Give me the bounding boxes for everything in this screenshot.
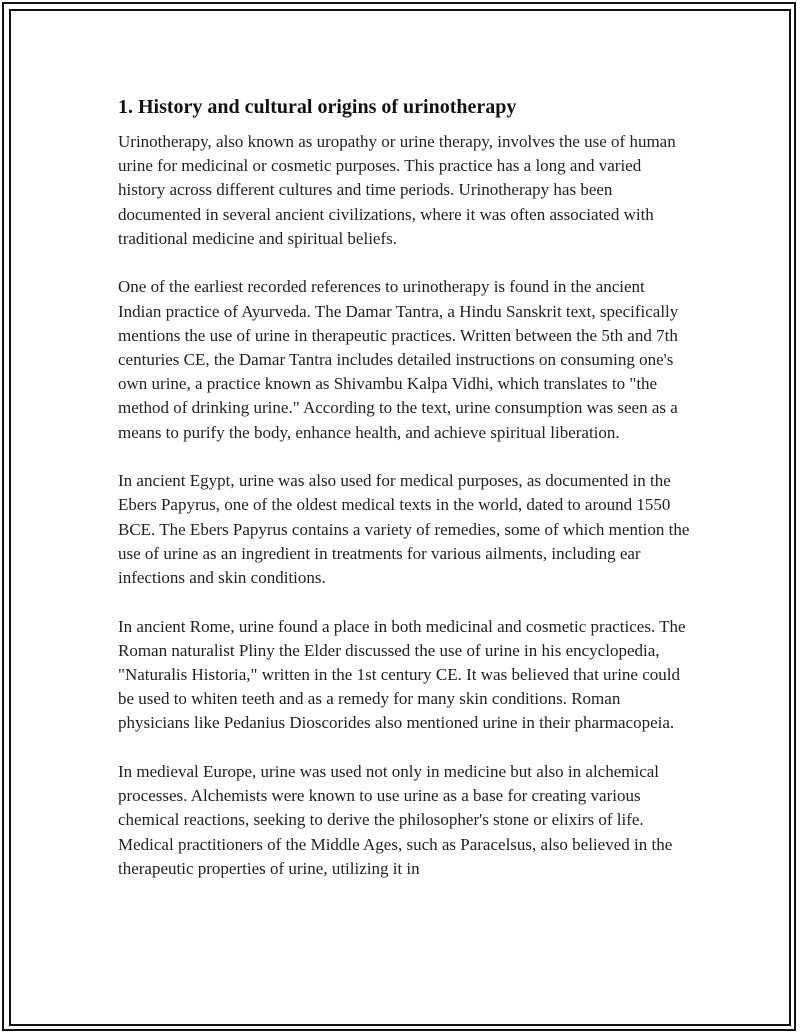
document-body: [118, 94, 690, 905]
paragraph-medieval-europe: In medieval Europe, urine was used not only in medicine but also in alchemical processes. Alchemists were known to use urine as a base for creating various chemical reactions, seeking to derive the philosopher's stone or elixirs of life. Medical practitioners of the Middle Ages, such as Paracelsus, also believed in the therapeutic properties of urine, utilizing it in: [118, 762, 673, 878]
paragraph-intro: Urinotherapy, also known as uropathy or urine therapy, involves the use of human urine for medicinal or cosmetic purposes. This practice has a long and varied history across different cultures and time periods. Urinotherapy has been documented in several ancient civilizations, where it was often associated with traditional medicine and spiritual beliefs.: [118, 132, 676, 248]
paragraph-egypt: In ancient Egypt, urine was also used for medical purposes, as documented in the Ebers Papyrus, one of the oldest medical texts in the world, dated to around 1550 BCE. The Ebers Papyrus contains a variety of remedies, some of which mention the use of urine as an ingredient in treatments for various ailments, including ear infections and skin conditions.: [118, 471, 690, 588]
section-heading: 1. History and cultural origins of urinotherapy: [118, 96, 517, 118]
paragraph-india: One of the earliest recorded references to urinotherapy is found in the ancient Indian practice of Ayurveda. The Damar Tantra, a Hindu Sanskrit text, specifically mentions the use of urine in therapeutic practices. Written between the 5th and 7th centuries CE, the Damar Tantra includes detailed instructions on consuming one's own urine, a practice known as Shivambu Kalpa Vidhi, which translates to "the method of drinking urine." According to the text, urine consumption was seen as a means to purify the body, enhance health, and achieve spiritual liberation.: [118, 277, 679, 442]
paragraph-rome: In ancient Rome, urine found a place in both medicinal and cosmetic practices. The Roman naturalist Pliny the Elder discussed the use of urine in his encyclopedia, "Naturalis Historia," written in the 1st century CE. It was believed that urine could be used to whiten teeth and as a remedy for many skin conditions. Roman physicians like Pedanius Dioscorides also mentioned urine in their pharmacopeia.: [118, 616, 686, 733]
